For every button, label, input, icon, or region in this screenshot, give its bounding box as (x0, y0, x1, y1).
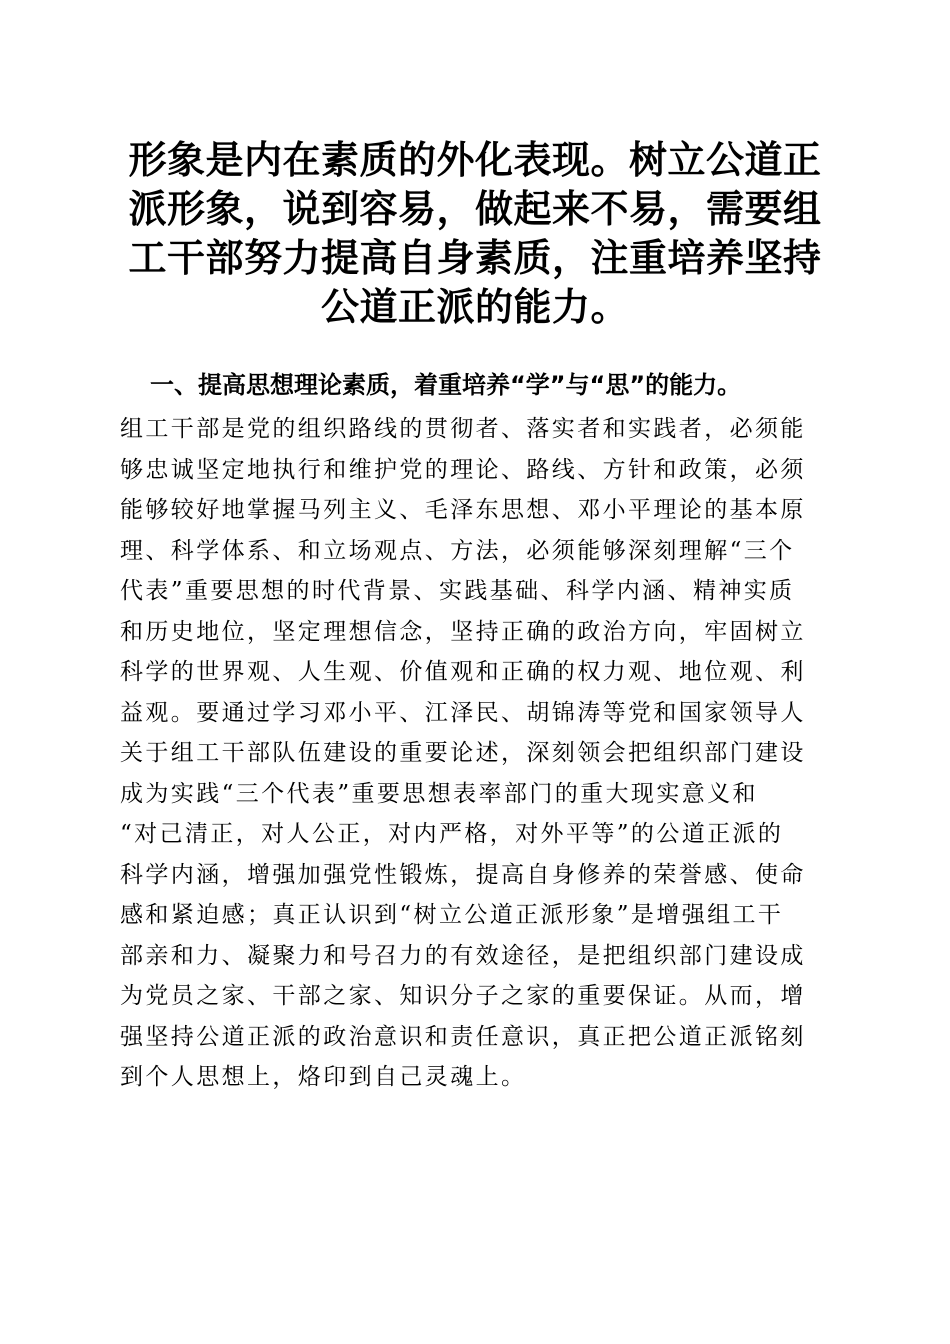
body-line: 关于组工干部队伍建设的重要论述，深刻领会把组织部门建设 (120, 740, 806, 766)
body-line: 代表”重要思想的时代背景、实践基础、科学内涵、精神实质 (120, 578, 795, 604)
body-line: 和历史地位，坚定理想信念，坚持正确的政治方向，牢固树立 (120, 618, 806, 645)
document-title: 形象是内在素质的外化表现。树立公道正派形象，说到容易，做起来不易，需要组工干部努力提高自身素质，注重培养坚持公道正派的能力。 (128, 137, 822, 329)
body-line: 能够较好地掌握马列主义、毛泽东思想、邓小平理论的基本原 (120, 497, 806, 523)
section-heading: 一、提高思想理论素质，着重培养“学”与“思”的能力。 (150, 371, 742, 399)
body-line: 到个人思想上，烙印到自己灵魂上。 (120, 1064, 527, 1090)
body-line: 科学的世界观、人生观、价值观和正确的权力观、地位观、利 (120, 659, 806, 685)
body-line: 部亲和力、凝聚力和号召力的有效途径，是把组织部门建设成 (120, 942, 806, 969)
body-line: 组工干部是党的组织路线的贯彻者、落实者和实践者，必须能 (120, 416, 806, 442)
body-paragraph (120, 409, 824, 1098)
body-line: 成为实践“三个代表”重要思想表率部门的重大现实意义和 (120, 780, 758, 807)
body-line: “对己清正，对人公正，对内严格，对外平等”的公道正派的 (120, 821, 784, 847)
body-line: 够忠诚坚定地执行和维护党的理论、路线、方针和政策，必须 (120, 456, 806, 483)
body-line: 科学内涵，增强加强党性锻炼，提高自身修养的荣誉感、使命 (120, 861, 806, 888)
body-line: 感和紧迫感；真正认识到“树立公道正派形象”是增强组工干 (120, 902, 784, 928)
body-line: 理、科学体系、和立场观点、方法，必须能够深刻理解“三个 (120, 537, 795, 564)
body-line: 强坚持公道正派的政治意识和责任意识，真正把公道正派铭刻 (120, 1023, 806, 1050)
body-line: 益观。要通过学习邓小平、江泽民、胡锦涛等党和国家领导人 (120, 699, 806, 726)
body-line: 为党员之家、干部之家、知识分子之家的重要保证。从而，增 (120, 983, 806, 1009)
